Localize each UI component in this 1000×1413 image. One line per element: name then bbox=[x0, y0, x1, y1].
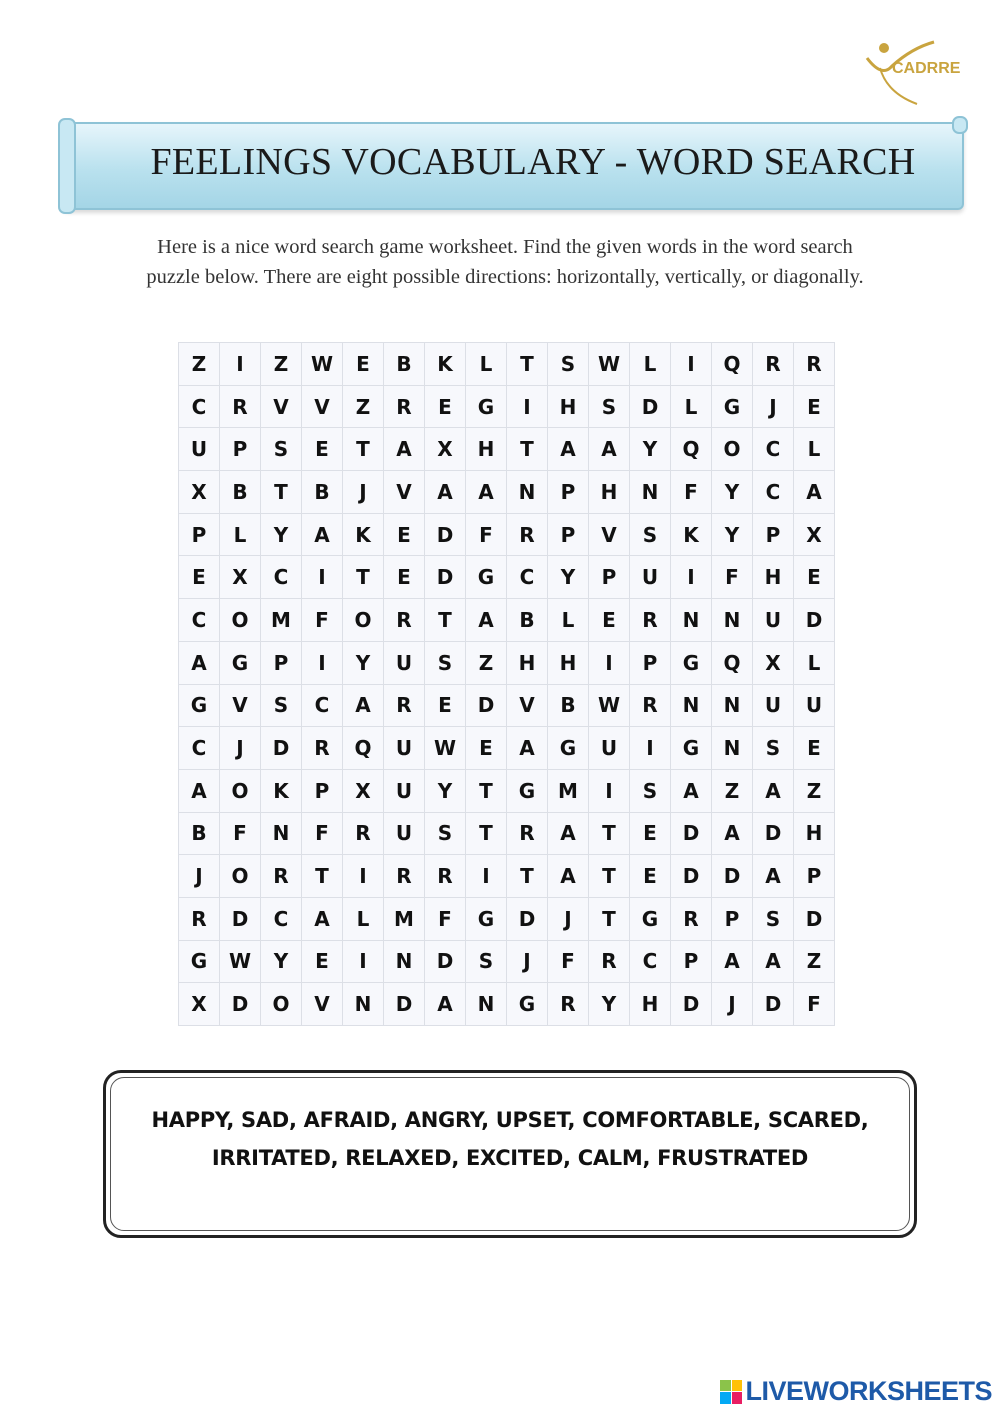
grid-cell[interactable]: W bbox=[220, 940, 261, 983]
grid-cell[interactable]: R bbox=[384, 684, 425, 727]
grid-cell[interactable]: C bbox=[261, 897, 302, 940]
grid-cell[interactable]: I bbox=[630, 727, 671, 770]
grid-cell[interactable]: Y bbox=[712, 471, 753, 514]
grid-cell[interactable]: J bbox=[753, 385, 794, 428]
grid-cell[interactable]: A bbox=[712, 812, 753, 855]
word-search-grid bbox=[178, 342, 835, 1026]
grid-row bbox=[179, 983, 835, 1026]
grid-row bbox=[179, 855, 835, 898]
grid-cell[interactable]: F bbox=[794, 983, 835, 1026]
grid-cell[interactable]: N bbox=[671, 599, 712, 642]
grid-cell[interactable]: P bbox=[589, 556, 630, 599]
grid-cell[interactable]: L bbox=[548, 599, 589, 642]
grid-cell[interactable]: B bbox=[548, 684, 589, 727]
grid-cell[interactable]: P bbox=[712, 897, 753, 940]
grid-cell[interactable]: S bbox=[261, 684, 302, 727]
grid-cell[interactable]: D bbox=[671, 855, 712, 898]
grid-cell[interactable]: C bbox=[507, 556, 548, 599]
grid-cell[interactable]: Q bbox=[712, 343, 753, 386]
grid-cell[interactable]: F bbox=[220, 812, 261, 855]
grid-cell[interactable]: A bbox=[466, 599, 507, 642]
grid-cell[interactable]: A bbox=[179, 769, 220, 812]
grid-cell[interactable]: P bbox=[794, 855, 835, 898]
grid-cell[interactable]: A bbox=[712, 940, 753, 983]
grid-cell[interactable]: F bbox=[548, 940, 589, 983]
grid-cell[interactable]: A bbox=[671, 769, 712, 812]
grid-cell[interactable]: U bbox=[179, 428, 220, 471]
grid-cell[interactable]: L bbox=[794, 641, 835, 684]
instructions-line: Here is a nice word search game worksheet. Find the given words in the word search bbox=[157, 236, 853, 258]
grid-row bbox=[179, 769, 835, 812]
grid-cell[interactable]: R bbox=[589, 940, 630, 983]
grid-cell[interactable]: M bbox=[261, 599, 302, 642]
grid-cell[interactable]: F bbox=[712, 556, 753, 599]
grid-cell[interactable]: R bbox=[261, 855, 302, 898]
grid-cell[interactable]: Z bbox=[794, 940, 835, 983]
grid-cell[interactable]: R bbox=[302, 727, 343, 770]
grid-cell[interactable]: U bbox=[384, 727, 425, 770]
grid-cell[interactable]: R bbox=[507, 812, 548, 855]
grid-cell[interactable]: Q bbox=[671, 428, 712, 471]
grid-cell[interactable]: K bbox=[671, 513, 712, 556]
grid-cell[interactable]: L bbox=[220, 513, 261, 556]
grid-cell[interactable]: R bbox=[548, 983, 589, 1026]
grid-cell[interactable]: E bbox=[384, 513, 425, 556]
grid-cell[interactable]: Y bbox=[630, 428, 671, 471]
instructions bbox=[60, 232, 950, 292]
grid-cell[interactable]: O bbox=[220, 855, 261, 898]
grid-cell[interactable]: Z bbox=[179, 343, 220, 386]
word-list bbox=[106, 1101, 914, 1177]
grid-cell[interactable]: A bbox=[507, 727, 548, 770]
grid-cell[interactable]: N bbox=[712, 599, 753, 642]
grid-cell[interactable]: J bbox=[548, 897, 589, 940]
grid-cell[interactable]: X bbox=[179, 983, 220, 1026]
grid-cell[interactable]: S bbox=[753, 727, 794, 770]
grid-cell[interactable]: W bbox=[425, 727, 466, 770]
grid-cell[interactable]: N bbox=[671, 684, 712, 727]
grid-cell[interactable]: T bbox=[425, 599, 466, 642]
grid-cell[interactable]: T bbox=[343, 428, 384, 471]
grid-cell[interactable]: T bbox=[343, 556, 384, 599]
grid-cell[interactable]: E bbox=[794, 727, 835, 770]
grid-cell[interactable]: J bbox=[179, 855, 220, 898]
grid-cell[interactable]: A bbox=[753, 940, 794, 983]
grid-cell[interactable]: J bbox=[712, 983, 753, 1026]
grid-cell[interactable]: Y bbox=[261, 940, 302, 983]
grid-cell[interactable]: Z bbox=[794, 769, 835, 812]
grid-cell[interactable]: P bbox=[302, 769, 343, 812]
grid-cell[interactable]: G bbox=[466, 556, 507, 599]
grid-cell[interactable]: O bbox=[261, 983, 302, 1026]
grid-cell[interactable]: V bbox=[220, 684, 261, 727]
grid-cell[interactable]: L bbox=[671, 385, 712, 428]
grid-cell[interactable]: E bbox=[302, 940, 343, 983]
grid-cell[interactable]: A bbox=[425, 983, 466, 1026]
grid-cell[interactable]: P bbox=[179, 513, 220, 556]
grid-cell[interactable]: H bbox=[548, 641, 589, 684]
grid-cell[interactable]: D bbox=[671, 812, 712, 855]
word-list-box bbox=[103, 1070, 917, 1238]
grid-cell[interactable]: T bbox=[466, 812, 507, 855]
grid-cell[interactable]: E bbox=[302, 428, 343, 471]
grid-cell[interactable]: X bbox=[179, 471, 220, 514]
grid-row bbox=[179, 897, 835, 940]
grid-cell[interactable]: B bbox=[302, 471, 343, 514]
grid-cell[interactable]: N bbox=[712, 727, 753, 770]
grid-cell[interactable]: C bbox=[261, 556, 302, 599]
grid-cell[interactable]: V bbox=[507, 684, 548, 727]
grid-cell[interactable]: C bbox=[753, 471, 794, 514]
grid-cell[interactable]: X bbox=[753, 641, 794, 684]
grid-cell[interactable]: E bbox=[630, 812, 671, 855]
grid-cell[interactable]: K bbox=[261, 769, 302, 812]
grid-cell[interactable]: I bbox=[589, 769, 630, 812]
grid-cell[interactable]: A bbox=[425, 471, 466, 514]
grid-cell[interactable]: D bbox=[425, 940, 466, 983]
grid-cell[interactable]: L bbox=[794, 428, 835, 471]
grid-cell[interactable]: G bbox=[712, 385, 753, 428]
grid-cell[interactable]: G bbox=[507, 983, 548, 1026]
grid-cell[interactable]: W bbox=[589, 343, 630, 386]
grid-cell[interactable]: A bbox=[794, 471, 835, 514]
grid-cell[interactable]: G bbox=[507, 769, 548, 812]
grid-cell[interactable]: I bbox=[507, 385, 548, 428]
grid-cell[interactable]: I bbox=[220, 343, 261, 386]
grid-cell[interactable]: D bbox=[630, 385, 671, 428]
grid-cell[interactable]: O bbox=[220, 599, 261, 642]
grid-cell[interactable]: R bbox=[384, 385, 425, 428]
grid-row bbox=[179, 471, 835, 514]
grid-cell[interactable]: Q bbox=[712, 641, 753, 684]
grid-cell[interactable]: W bbox=[589, 684, 630, 727]
grid-cell[interactable]: S bbox=[425, 812, 466, 855]
grid-cell[interactable]: D bbox=[466, 684, 507, 727]
grid-cell[interactable]: O bbox=[220, 769, 261, 812]
grid-cell[interactable]: G bbox=[548, 727, 589, 770]
grid-row bbox=[179, 343, 835, 386]
grid-cell[interactable]: X bbox=[220, 556, 261, 599]
grid-cell[interactable]: E bbox=[589, 599, 630, 642]
grid-cell[interactable]: C bbox=[302, 684, 343, 727]
grid-cell[interactable]: E bbox=[425, 385, 466, 428]
grid-cell[interactable]: U bbox=[794, 684, 835, 727]
grid-cell[interactable]: U bbox=[589, 727, 630, 770]
grid-cell[interactable]: V bbox=[302, 983, 343, 1026]
grid-cell[interactable]: Q bbox=[343, 727, 384, 770]
grid-cell[interactable]: M bbox=[384, 897, 425, 940]
grid-cell[interactable]: F bbox=[425, 897, 466, 940]
grid-cell[interactable]: D bbox=[794, 599, 835, 642]
grid-cell[interactable]: A bbox=[548, 428, 589, 471]
grid-row bbox=[179, 385, 835, 428]
grid-cell[interactable]: R bbox=[630, 599, 671, 642]
grid-cell[interactable]: N bbox=[630, 471, 671, 514]
grid-cell[interactable]: S bbox=[630, 513, 671, 556]
grid-cell[interactable]: D bbox=[220, 897, 261, 940]
grid-cell[interactable]: A bbox=[548, 812, 589, 855]
grid-cell[interactable]: C bbox=[179, 385, 220, 428]
grid-cell[interactable]: T bbox=[507, 343, 548, 386]
grid-row bbox=[179, 940, 835, 983]
title-banner bbox=[62, 122, 964, 210]
grid-cell[interactable]: N bbox=[507, 471, 548, 514]
grid-cell[interactable]: D bbox=[671, 983, 712, 1026]
grid-cell[interactable]: P bbox=[220, 428, 261, 471]
grid-cell[interactable]: Y bbox=[343, 641, 384, 684]
grid-cell[interactable]: N bbox=[343, 983, 384, 1026]
grid-cell[interactable]: B bbox=[507, 599, 548, 642]
liveworksheets-logo bbox=[720, 1376, 992, 1407]
grid-cell[interactable]: D bbox=[384, 983, 425, 1026]
grid-cell[interactable]: L bbox=[466, 343, 507, 386]
grid-cell[interactable]: H bbox=[753, 556, 794, 599]
grid-cell[interactable]: E bbox=[466, 727, 507, 770]
grid-cell[interactable]: I bbox=[302, 556, 343, 599]
grid-cell[interactable]: V bbox=[302, 385, 343, 428]
grid-cell[interactable]: R bbox=[343, 812, 384, 855]
grid-cell[interactable]: H bbox=[548, 385, 589, 428]
grid-cell[interactable]: G bbox=[466, 897, 507, 940]
grid-cell[interactable]: I bbox=[589, 641, 630, 684]
grid-cell[interactable]: A bbox=[466, 471, 507, 514]
grid-cell[interactable]: E bbox=[794, 385, 835, 428]
grid-cell[interactable]: S bbox=[630, 769, 671, 812]
grid-cell[interactable]: E bbox=[794, 556, 835, 599]
grid-cell[interactable]: F bbox=[302, 812, 343, 855]
grid-row bbox=[179, 556, 835, 599]
grid-cell[interactable]: J bbox=[220, 727, 261, 770]
grid-cell[interactable]: R bbox=[671, 897, 712, 940]
grid-cell[interactable]: G bbox=[466, 385, 507, 428]
grid-cell[interactable]: Z bbox=[261, 343, 302, 386]
grid-cell[interactable]: G bbox=[179, 940, 220, 983]
grid-cell[interactable]: X bbox=[343, 769, 384, 812]
grid-cell[interactable]: A bbox=[548, 855, 589, 898]
grid-cell[interactable]: T bbox=[507, 428, 548, 471]
liveworksheets-icon bbox=[720, 1380, 742, 1404]
grid-cell[interactable]: T bbox=[302, 855, 343, 898]
grid-cell[interactable]: H bbox=[794, 812, 835, 855]
grid-cell[interactable]: G bbox=[671, 641, 712, 684]
grid-cell[interactable]: L bbox=[343, 897, 384, 940]
grid-cell[interactable]: G bbox=[671, 727, 712, 770]
grid-cell[interactable]: Y bbox=[589, 983, 630, 1026]
grid-cell[interactable]: F bbox=[302, 599, 343, 642]
grid-cell[interactable]: V bbox=[589, 513, 630, 556]
grid-cell[interactable]: H bbox=[507, 641, 548, 684]
grid-cell[interactable]: G bbox=[220, 641, 261, 684]
grid-cell[interactable]: I bbox=[466, 855, 507, 898]
grid-cell[interactable]: I bbox=[343, 855, 384, 898]
grid-cell[interactable]: D bbox=[753, 812, 794, 855]
grid-cell[interactable]: T bbox=[589, 855, 630, 898]
grid-cell[interactable]: R bbox=[507, 513, 548, 556]
page-title: FEELINGS VOCABULARY - WORD SEARCH bbox=[150, 141, 916, 183]
grid-cell[interactable]: R bbox=[794, 343, 835, 386]
grid-cell[interactable]: I bbox=[302, 641, 343, 684]
grid-cell[interactable]: A bbox=[753, 769, 794, 812]
grid-row bbox=[179, 599, 835, 642]
grid-cell[interactable]: D bbox=[425, 556, 466, 599]
grid-cell[interactable]: F bbox=[466, 513, 507, 556]
grid-cell[interactable]: E bbox=[384, 556, 425, 599]
grid-cell[interactable]: P bbox=[671, 940, 712, 983]
instructions-line: puzzle below. There are eight possible directions: horizontally, vertically, or diagonally. bbox=[146, 266, 864, 288]
grid-cell[interactable]: D bbox=[425, 513, 466, 556]
grid-cell[interactable]: T bbox=[466, 769, 507, 812]
grid-cell[interactable]: P bbox=[630, 641, 671, 684]
grid-cell[interactable]: H bbox=[466, 428, 507, 471]
grid-cell[interactable]: T bbox=[589, 897, 630, 940]
grid-cell[interactable]: A bbox=[179, 641, 220, 684]
grid-cell[interactable]: D bbox=[712, 855, 753, 898]
grid-cell[interactable]: R bbox=[630, 684, 671, 727]
grid-cell[interactable]: P bbox=[548, 513, 589, 556]
grid-cell[interactable]: I bbox=[671, 343, 712, 386]
grid-cell[interactable]: I bbox=[343, 940, 384, 983]
grid-cell[interactable]: M bbox=[548, 769, 589, 812]
word-list-line: IRRITATED, RELAXED, EXCITED, CALM, FRUSTRATED bbox=[211, 1146, 809, 1170]
grid-cell[interactable]: Y bbox=[712, 513, 753, 556]
grid-cell[interactable]: J bbox=[343, 471, 384, 514]
grid-cell[interactable]: Y bbox=[261, 513, 302, 556]
grid-cell[interactable]: O bbox=[712, 428, 753, 471]
word-list-line: HAPPY, SAD, AFRAID, ANGRY, UPSET, COMFORTABLE, SCARED, bbox=[151, 1108, 869, 1132]
grid-cell[interactable]: W bbox=[302, 343, 343, 386]
grid-cell[interactable]: Z bbox=[343, 385, 384, 428]
grid-cell[interactable]: P bbox=[753, 513, 794, 556]
grid-row bbox=[179, 513, 835, 556]
grid-cell[interactable]: J bbox=[507, 940, 548, 983]
grid-cell[interactable]: U bbox=[384, 769, 425, 812]
grid-cell[interactable]: U bbox=[384, 641, 425, 684]
grid-cell[interactable]: C bbox=[179, 599, 220, 642]
grid-cell[interactable]: T bbox=[261, 471, 302, 514]
grid-cell[interactable]: N bbox=[384, 940, 425, 983]
grid-cell[interactable]: P bbox=[548, 471, 589, 514]
grid-cell[interactable]: D bbox=[753, 983, 794, 1026]
logo-text: CADRRE bbox=[892, 60, 961, 77]
grid-cell[interactable]: G bbox=[179, 684, 220, 727]
grid-cell[interactable]: S bbox=[548, 343, 589, 386]
grid-cell[interactable]: T bbox=[589, 812, 630, 855]
grid-cell[interactable]: H bbox=[589, 471, 630, 514]
grid-cell[interactable]: V bbox=[261, 385, 302, 428]
grid-cell[interactable]: U bbox=[384, 812, 425, 855]
grid-cell[interactable]: I bbox=[671, 556, 712, 599]
grid-cell[interactable]: L bbox=[630, 343, 671, 386]
liveworksheets-brand: LIVEWORKSHEETS bbox=[745, 1376, 992, 1406]
grid-cell[interactable]: T bbox=[507, 855, 548, 898]
grid-cell[interactable]: S bbox=[261, 428, 302, 471]
grid-cell[interactable]: A bbox=[343, 684, 384, 727]
grid-cell[interactable]: E bbox=[630, 855, 671, 898]
grid-cell[interactable]: D bbox=[220, 983, 261, 1026]
grid-cell[interactable]: F bbox=[671, 471, 712, 514]
grid-cell[interactable]: N bbox=[466, 983, 507, 1026]
grid-cell[interactable]: A bbox=[302, 897, 343, 940]
grid-cell[interactable]: R bbox=[220, 385, 261, 428]
grid-cell[interactable]: S bbox=[753, 897, 794, 940]
grid-cell[interactable]: R bbox=[384, 599, 425, 642]
grid-row bbox=[179, 428, 835, 471]
grid-cell[interactable]: X bbox=[425, 428, 466, 471]
grid-cell[interactable]: D bbox=[261, 727, 302, 770]
grid-cell[interactable]: C bbox=[753, 428, 794, 471]
grid-cell[interactable]: P bbox=[261, 641, 302, 684]
grid-cell[interactable]: Y bbox=[548, 556, 589, 599]
grid-cell[interactable]: A bbox=[753, 855, 794, 898]
grid-cell[interactable]: K bbox=[343, 513, 384, 556]
grid-row bbox=[179, 812, 835, 855]
grid-cell[interactable]: N bbox=[261, 812, 302, 855]
grid-cell[interactable]: N bbox=[712, 684, 753, 727]
grid-cell[interactable]: D bbox=[794, 897, 835, 940]
grid-cell[interactable]: R bbox=[179, 897, 220, 940]
grid-cell[interactable]: S bbox=[466, 940, 507, 983]
grid-cell[interactable]: A bbox=[302, 513, 343, 556]
grid-cell[interactable]: Z bbox=[712, 769, 753, 812]
grid-cell[interactable]: B bbox=[384, 343, 425, 386]
grid-cell[interactable]: R bbox=[384, 855, 425, 898]
grid-row bbox=[179, 727, 835, 770]
grid-cell[interactable]: B bbox=[220, 471, 261, 514]
grid-cell[interactable]: Y bbox=[425, 769, 466, 812]
grid-cell[interactable]: S bbox=[425, 641, 466, 684]
grid-cell[interactable]: D bbox=[507, 897, 548, 940]
grid-cell[interactable]: A bbox=[384, 428, 425, 471]
grid-cell[interactable]: X bbox=[794, 513, 835, 556]
grid-cell[interactable]: E bbox=[343, 343, 384, 386]
grid-cell[interactable]: H bbox=[630, 983, 671, 1026]
grid-cell[interactable]: G bbox=[630, 897, 671, 940]
grid-cell[interactable]: Z bbox=[466, 641, 507, 684]
grid-cell[interactable]: U bbox=[753, 684, 794, 727]
grid-row bbox=[179, 641, 835, 684]
grid-cell[interactable]: O bbox=[343, 599, 384, 642]
cadrre-logo bbox=[862, 38, 972, 108]
grid-cell[interactable]: B bbox=[179, 812, 220, 855]
grid-cell[interactable]: R bbox=[753, 343, 794, 386]
grid-cell[interactable]: A bbox=[589, 428, 630, 471]
grid-cell[interactable]: C bbox=[179, 727, 220, 770]
grid-cell[interactable]: R bbox=[425, 855, 466, 898]
grid-row bbox=[179, 684, 835, 727]
grid-cell[interactable]: E bbox=[425, 684, 466, 727]
grid-cell[interactable]: S bbox=[589, 385, 630, 428]
grid-cell[interactable]: E bbox=[179, 556, 220, 599]
grid-cell[interactable]: V bbox=[384, 471, 425, 514]
grid-cell[interactable]: C bbox=[630, 940, 671, 983]
grid-cell[interactable]: K bbox=[425, 343, 466, 386]
grid-cell[interactable]: U bbox=[630, 556, 671, 599]
grid-cell[interactable]: U bbox=[753, 599, 794, 642]
